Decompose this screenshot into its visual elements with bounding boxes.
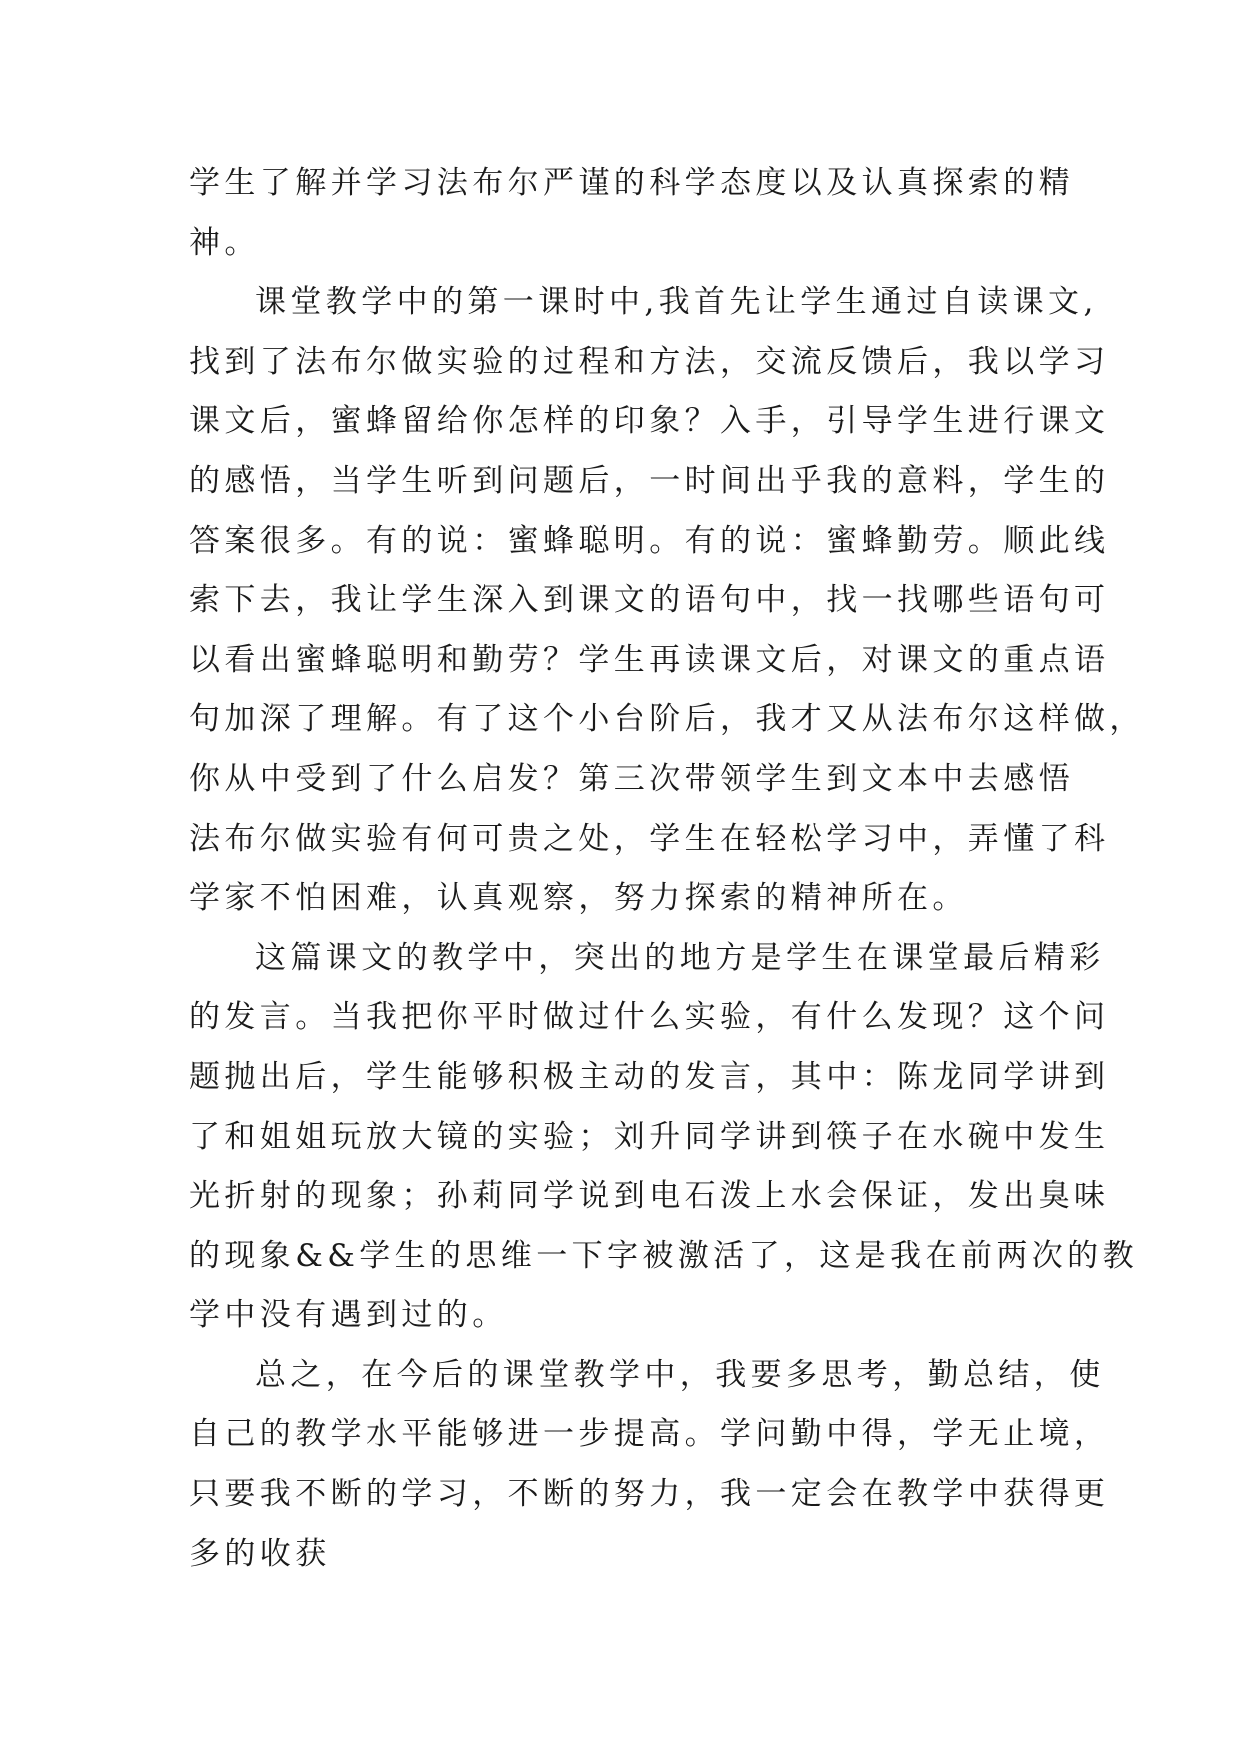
text-line: 自己的教学水平能够进一步提高。学问勤中得，学无止境， xyxy=(189,1416,1110,1453)
text-line: 只要我不断的学习，不断的努力，我一定会在教学中获得更 xyxy=(189,1476,1110,1513)
text-line: 多的收获 xyxy=(189,1535,331,1572)
text-line: 学中没有遇到过的。 xyxy=(189,1297,508,1334)
text-line: 的现象&&学生的思维一下字被激活了，这是我在前两次的教 xyxy=(189,1237,1138,1274)
text-line: 题抛出后，学生能够积极主动的发言，其中：陈龙同学讲到 xyxy=(189,1058,1110,1095)
text-line: 神。 xyxy=(189,224,260,261)
text-line: 学生了解并学习法布尔严谨的科学态度以及认真探索的精 xyxy=(189,165,1074,201)
text-line: 课文后，蜜蜂留给你怎样的印象？入手，引导学生进行课文 xyxy=(189,403,1110,440)
text-line: 句加深了理解。有了这个小台阶后，我才又从法布尔这样做， xyxy=(189,701,1145,738)
paragraph-first-line: 课堂教学中的第一课时中,我首先让学生通过自读课文, xyxy=(255,284,1098,321)
text-line: 你从中受到了什么启发？第三次带领学生到文本中去感悟 xyxy=(189,760,1074,797)
document-body xyxy=(189,154,1149,1584)
text-line: 索下去，我让学生深入到课文的语句中，找一找哪些语句可 xyxy=(189,582,1110,619)
text-line: 光折射的现象；孙莉同学说到电石泼上水会保证，发出臭味 xyxy=(189,1178,1110,1215)
text-line: 以看出蜜蜂聪明和勤劳？学生再读课文后，对课文的重点语 xyxy=(189,641,1110,678)
text-line: 的发言。当我把你平时做过什么实验，有什么发现？这个问 xyxy=(189,999,1110,1036)
text-line: 的感悟，当学生听到问题后，一时间出乎我的意料，学生的 xyxy=(189,462,1110,499)
paragraph-first-line: 总之，在今后的课堂教学中，我要多思考，勤总结，使 xyxy=(255,1356,1105,1393)
text-line: 找到了法布尔做实验的过程和方法，交流反馈后，我以学习 xyxy=(189,343,1110,380)
text-line: 学家不怕困难，认真观察，努力探索的精神所在。 xyxy=(189,880,968,917)
text-line: 答案很多。有的说：蜜蜂聪明。有的说：蜜蜂勤劳。顺此线 xyxy=(189,522,1110,559)
text-line: 法布尔做实验有何可贵之处，学生在轻松学习中，弄懂了科 xyxy=(189,820,1110,857)
paragraph-first-line: 这篇课文的教学中，突出的地方是学生在课堂最后精彩 xyxy=(255,939,1105,976)
text-line: 了和姐姐玩放大镜的实验；刘升同学讲到筷子在水碗中发生 xyxy=(189,1118,1110,1155)
